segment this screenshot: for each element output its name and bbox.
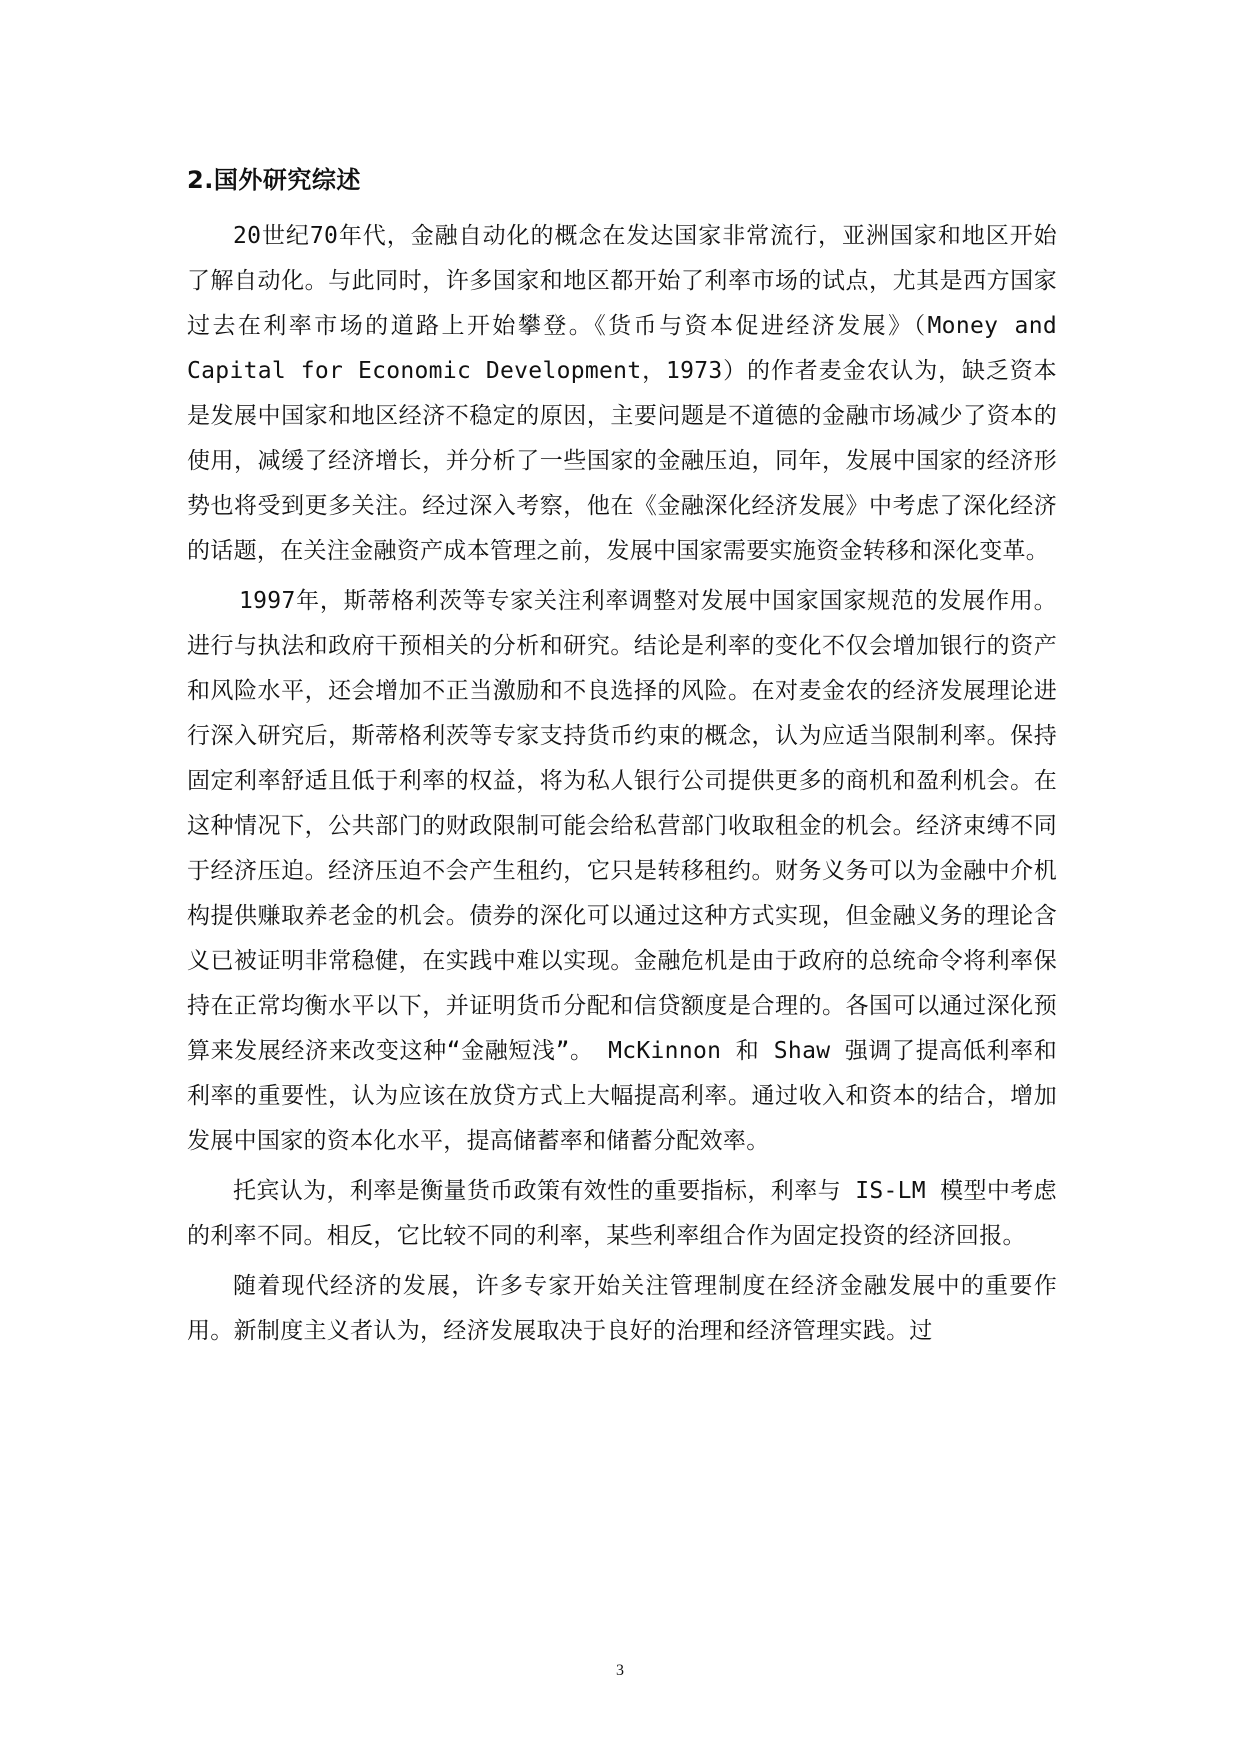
page-number: 3 [616,1662,624,1679]
paragraph-3: 托宾认为，利率是衡量货币政策有效性的重要指标，利率与 IS-LM 模型中考虑的利率不同。相反，它比较不同的利率，某些利率组合作为固定投资的经济回报。 [187,1178,1057,1249]
body-text [187,214,1057,1359]
paragraph-4: 随着现代经济的发展，许多专家开始关注管理制度在经济金融发展中的重要作用。新制度主义者认为，经济发展取决于良好的治理和经济管理实践。过 [187,1273,1057,1344]
section-heading: 2.国外研究综述 [187,166,361,194]
paragraph-1: 20世纪70年代，金融自动化的概念在发达国家非常流行，亚洲国家和地区开始了解自动化。与此同时，许多国家和地区都开始了利率市场的试点，尤其是西方国家过去在利率市场的道路上开始攀登。《货币与资本促进经济发展》（Money and Capital for Economic Development，1973）的作者麦金农认为，缺乏资本是发展中国家和地区经济不稳定的原因，主要问题是不道德的金融市场减少了资本的使用，减缓了经济增长，并分析了一些国家的金融压迫，同年，发展中国家的经济形势也将受到更多关注。经过深入考察，他在《金融深化经济发展》中考虑了深化经济的话题，在关注金融资产成本管理之前，发展中国家需要实施资金转移和深化变革。 [187,223,1057,564]
paragraph-2: 1997年，斯蒂格利茨等专家关注利率调整对发展中国家国家规范的发展作用。进行与执法和政府干预相关的分析和研究。结论是利率的变化不仅会增加银行的资产和风险水平，还会增加不正当激励和不良选择的风险。在对麦金农的经济发展理论进行深入研究后，斯蒂格利茨等专家支持货币约束的概念，认为应适当限制利率。保持固定利率舒适且低于利率的权益，将为私人银行公司提供更多的商机和盈利机会。在这种情况下，公共部门的财政限制可能会给私营部门收取租金的机会。经济束缚不同于经济压迫。经济压迫不会产生租约，它只是转移租约。财务义务可以为金融中介机构提供赚取养老金的机会。债券的深化可以通过这种方式实现，但金融义务的理论含义已被证明非常稳健，在实践中难以实现。金融危机是由于政府的总统命令将利率保持在正常均衡水平以下，并证明货币分配和信贷额度是合理的。各国可以通过深化预算来发展经济来改变这种“金融短浅”。 McKinnon 和 Shaw 强调了提高低利率和利率的重要性，认为应该在放贷方式上大幅提高利率。通过收入和资本的结合，增加发展中国家的资本化水平，提高储蓄率和储蓄分配效率。 [187,588,1057,1154]
